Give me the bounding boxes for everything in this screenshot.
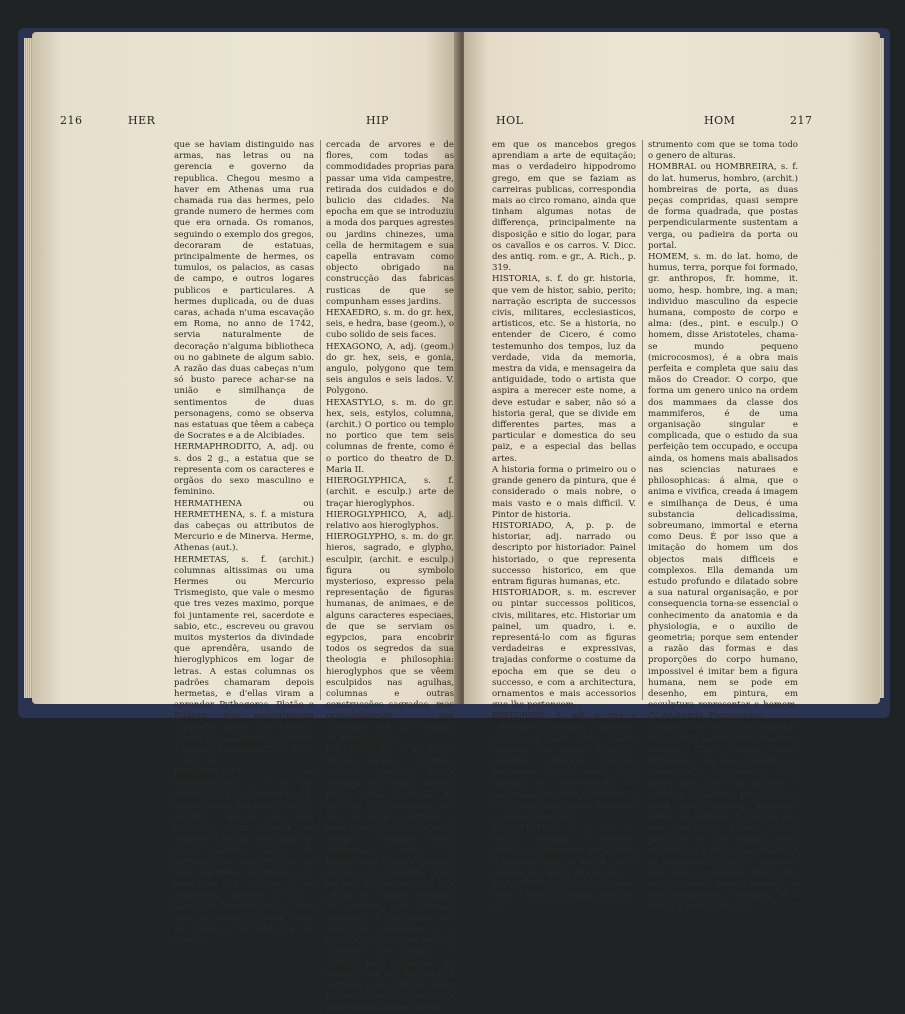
left-page — [32, 32, 460, 1013]
paragraph: HOMEM, s. m. do lat. homo, de humus, terra, porque foi formado, gr. anthropos, fr. homme, it. uomo, hesp. hombre, ing. a man; individuo masculino da especie humana, composto de corpo e alma: (des., pint. e esculp.) O homem, disse Aristoteles, chama-se mundo pequeno (microcosmos), é a obra mais perfeita e completa que saiu das mãos do Creador. O corpo, que forma um genero unico na ordem dos mammaes da classe dos mammiferos, é de uma organisação singular e complicada, que o estudo da sua perfeição tem occupado, e occupa ainda, os homens mais abalisados nas sciencias naturaes e philosophicas: á alma, que o anima e vivifica, creada á imagem e similhança de Deus, é uma substancia delicadissima, sobreumano, immortal e eterna como Deus. É por isso que a imitação do homem um dos objectos mais difficeis e complexos. Ella demanda um estudo profundo e dilatado sobre a sua natural organisação, e por consequencia torna-se essencial o conhecimento da anatomia e da physiologia, e o auxilio de geometria; porque sem entender a razão das formas e das proporções do corpo humano, impossivel é imitar bem a figura humana, nem se pode em desenho, em pintura, em esculptura representar o homem. (V. Anatomia, Proporções). — [648, 252, 798, 722]
paragraph: cercada de arvores e de flores, com todas as commodidades proprias para passar uma vida campestre, retirada dos cuidados e do bulicio das cidades. Na epocha em que se introduziu a moda dos parques agrestes ou jardins chinezes, uma cella de hermitagem e sua capella entravam como objecto obrigado na construcção das fabricas rusticas de que se compunham esses jardins. — [326, 140, 454, 307]
paragraph: que se haviam distinguido nas armas, nas letras ou na gerencia e governo da republica. Chegou mesmo a haver em Athenas uma rua chamada rua das hermes, pelo grande numero de hermes com que era ornada. Os romanos, seguindo o exemplo dos gregos, decoraram de estatuas, principalmente de hermes, os tumulos, os palacios, as casas de campo, e outros logares publicos e particulares. A hermes duplicada, ou de duas caras, achada n'uma escavação em Roma, no anno de 1742, servia naturalmente de decoração n'alguma bibliotheca ou no gabinete de algum sabio. A razão das duas cabeças n'um só busto parece achar-se na união e similhança de sentimentos de duas personagens, como se observa nas estatuas que têem a cabeça de Socrates e a de Alcibiades. — [174, 140, 314, 442]
paragraph: HIEROGLYPHICA, s. f. (archit. e esculp.) arte de traçar hieroglyphos. — [326, 476, 454, 509]
paragraph: Leonardo de Vinci judiciosamente diz «que o pintor deve observar sempre duas cousas muito principaes, que são o homem e o pensamento do homem. Não basta, pois, que elle observe e conheça o homem physico, e o saiba bem entender, desenhar, pintar ou modelar, é preciso que elle conheça o homem moral, para que no seu quadro possa exprimir as paixões, os affectos e os sentimentos que o animam, que dêem a conhecer quanto lhe vai n'alma, e, quanto possivel, o seu pensamento.» Portanto, se o difficil e muito difficil a — [648, 722, 798, 912]
paragraph: HERMAPHRODITO, A, adj. ou s. dos 2 g., a estatua que se representa com os caracteres e orgãos do sexo masculino e feminino. — [174, 442, 314, 498]
right-running-head-1: HOL — [496, 114, 524, 127]
paragraph: HISTORIADOR, s. m. escrever ou pintar successos politicos, civis, militares, etc. Historiar um painel, um quadro, i. e. representá-lo com as figuras verdadeiras e expressivas, trajadas conforme o costume da epocha em que se deu o successo, e com a architectura, ornamentos e mais accessorios que lhe pertencem. — [492, 588, 636, 711]
left-column-1 — [174, 140, 314, 947]
right-running-head-2: HOM — [704, 114, 736, 127]
paragraph: HOMBRAL ou HOMBREIRA, s. f. do lat. humerus, hombro, (archit.) hombreiras de porta, as duas peças compridas, quasi sempre de forma quadrada, que postas perpendicularmente sustentam a verga, ou padieira da porta ou portal. — [648, 162, 798, 251]
paragraph: HEXAEDRO, s. m. do gr. hex, seis, e hedra, base (geom.), o cubo solido de seis faces. — [326, 308, 454, 341]
left-running-head-2: HIP — [366, 114, 389, 127]
left-page-number: 216 — [60, 114, 83, 127]
left-running-head-1: HER — [128, 114, 156, 127]
paragraph: HISTORICO, A, adj. o que é conforme ou relativo á historia, ou que se pode contar. Assim dizemos: um grupo historico, desenho, pintura, gravura historicas, quando estas artes narram ou representam os successos, segundo a historia, e n'ella intervem figuras humanas e seus accessorios. — [492, 711, 636, 823]
paragraph: HOLOMETRO, s. m. do gr. holos, todo, e metron, medida, (archit.) in- — [492, 879, 636, 912]
paragraph: A historia forma o primeiro ou o grande genero da pintura, que é considerado o mais nobre, o mais vasto e o mais difficil. V. Pintor de historia. — [492, 464, 636, 520]
paragraph: HEXAGONO, A, adj. (geom.) do gr. hex, seis, e gonia, angulo, polygono que tem seis angulos e seis lados. V. Polygono. — [326, 341, 454, 397]
paragraph: HERMETAS, s. f. (archit.) columnas altissimas ou uma Hermes ou Mercurio Trismegisto, que vale o mesmo que tres vezes maximo, porque foi juntamente rei, sacerdote e sabio, etc., escreveu ou gravou muitos mysterios da divindade que aprendêra, usando de hieroglyphicos em logar de letras. A estas columnas os padrões chamaram depois hermetas, e d'ellas viram a aprender Pythagoras, Platão e Eudoxo, que peregrinaram n'aquellas partes (do Egypto), d'onde se recolheram a illustrar a Grecia. Bernardes, Nov. Flor., t. II, p. 90. — [174, 554, 314, 767]
paragraph: HEXASTYLO, s. m. do gr. hex, seis, estylos, columna, (archit.) O portico ou templo no portico que tem seis columnas de frente, como é o portico do theatro de D. Maria II. — [326, 397, 454, 475]
paragraph: HIEROGLYPHICO, A, adj. relativo aos hieroglyphos. — [326, 509, 454, 531]
paragraph: em que os mancebos gregos aprendiam a arte de equitação; mas o verdadeiro hippodromo grego, em que se faziam as carreiras publicas, correspondia mais ao circo romano, ainda que tinham algumas notas de differença, principalmente na disposição e sitio do logar, para os cavallos e os carros. V. Dicc. des antiq. rom. e gr., A. Rich., p. 319. — [492, 140, 636, 274]
paragraph: HERMATHENA ou HERMETHENA, s. f. a mistura das cabeças ou attributos de Mercurio e de Minerva. Herme, Athenas (aut.). — [174, 498, 314, 554]
paragraph: HERMITAGEM ou HERMITAGIO, s. f. do lat. eremus, fr. e ing. hermitage, it. eremo, hesp. hermita, deserto, (archit.) toma-se por uma habitação com capella ou oratorio e jardim, edificada em logar solitario, longe do povoado, em que vive um ou mais hermitas, entregues aos exercicios da oração e da penitencia. Também se dá o nome de hermitagem a uma casa de campo, situada longe da cidade e no fundo de um bosque — [174, 767, 314, 946]
right-page — [464, 32, 880, 912]
right-column-1 — [492, 140, 636, 913]
column-rule — [642, 140, 643, 700]
paragraph: HIPPODROMO, s. m. do gr. hippos, cavallo, e dromos, corrida, (archit.) praça oblonga em forma circular pelos lados, cercada de porticos e columnatas, em que se faziam corridas e exercicios a cavallo, entre os gregos e romanos. Havia differença entre o hippodromo grego e romano; porque este consistia n'um espaço de terreno em um jardim ou cidade, plantado de arvores, com diversas avenidas, e destinado aos exercicios equestres; e o grego era uma arena para as carreiras de cavallos e carros, por opposição ao estadio, que era destinado á carreira a pé. Multas vezes juntavam aos gymnasios um hippodromo d'este genero, — [326, 744, 454, 1013]
paragraph: HODOMETRO, s. m. do gr. hodos, caminho, e metron, medida, instrumento para medir o caminho que se andou, ou o numero de passos que se dão. — [492, 823, 636, 879]
paragraph: HIEROGLYPHO, s. m. do gr. hieros, sagrado, e glypho, esculpir, (archit. e esculp.) figura ou symbolo mysterioso, expresso pela representação de figuras humanas, de animaes, e de alguns caracteres especiaes, de que se serviam os egypcios, para encobrir todos os segredos da sua theologia e philosophia: hieroglyphos que se vêem esculpidos nas agulhas, columnas e outras construcções sagradas, mas principalmente nas columnas que são ornadas de hieroglyphos. — [326, 532, 454, 744]
paragraph: HISTORIA, s. f. do gr. historia, que vem de histor, sabio, perito; narração escripta de successos civis, militares, ecclesiasticos, artisticos, etc. Se a historia, no entender de Cicero, é como testemunho dos tempos, luz da verdade, vida da memoria, mestra da vida, e mensageira da antiguidade, todo o artista que aspira a merecer este nome, a deve estudar e saber, não só a historia geral, que se divide em differentes partes, mas a particular e domestica do seu paiz, e a especial das bellas artes. — [492, 274, 636, 464]
left-column-2 — [326, 140, 454, 1014]
paragraph: HISTORIADO, A, p. p. de historiar, adj. narrado ou descripto por historiador. Painel historiado, o que representa successo historico, em que entram figuras humanas, etc. — [492, 520, 636, 587]
open-book — [18, 18, 890, 1013]
paragraph: strumento com que se toma todo o genero de alturas. — [648, 140, 798, 162]
right-column-2 — [648, 140, 798, 913]
right-page-number: 217 — [790, 114, 813, 127]
column-rule — [320, 140, 321, 700]
